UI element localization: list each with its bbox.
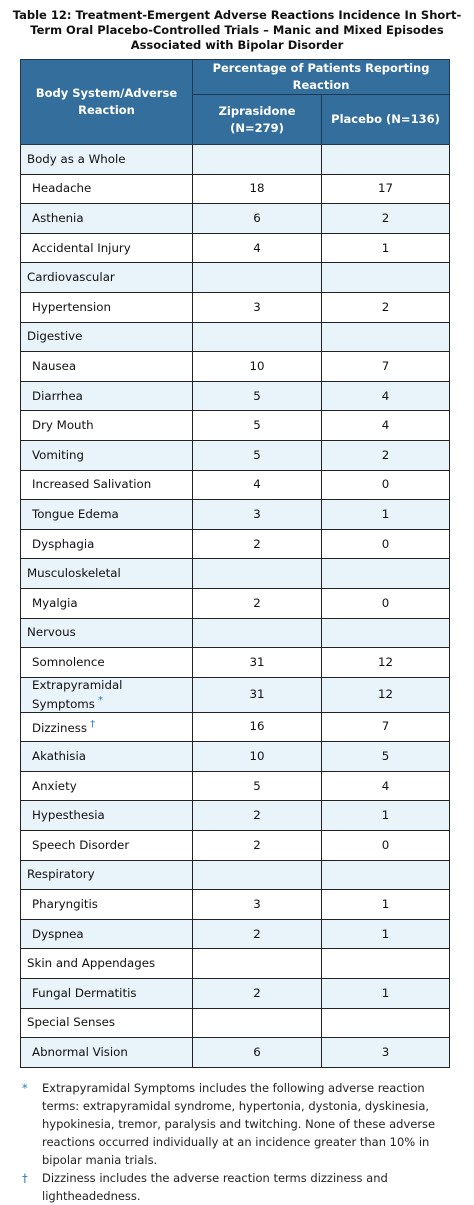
table-row (21, 470, 450, 500)
category-label: Musculoskeletal (21, 559, 193, 589)
ziprasidone-value: 10 (193, 352, 322, 382)
empty-cell (322, 949, 450, 979)
empty-cell (193, 949, 322, 979)
footnote-link[interactable]: * (97, 694, 103, 706)
reaction-label: Pharyngitis (32, 896, 98, 911)
reaction-cell (21, 352, 193, 382)
ziprasidone-value: 2 (193, 529, 322, 559)
table-row (21, 292, 450, 322)
category-row (21, 949, 450, 979)
reaction-label: Asthenia (32, 210, 84, 225)
category-row (21, 263, 450, 293)
ziprasidone-value: 2 (193, 830, 322, 860)
ziprasidone-value: 31 (193, 677, 322, 712)
table-row (21, 771, 450, 801)
ziprasidone-value: 4 (193, 470, 322, 500)
ziprasidone-value: 2 (193, 919, 322, 949)
reaction-label: Speech Disorder (32, 837, 130, 852)
category-row (21, 860, 450, 890)
table-body (21, 145, 450, 1068)
ziprasidone-value: 4 (193, 233, 322, 263)
empty-cell (322, 263, 450, 293)
reaction-label: Akathisia (32, 749, 86, 763)
empty-cell (322, 1008, 450, 1038)
ziprasidone-value: 5 (193, 771, 322, 801)
reaction-cell (21, 174, 193, 204)
table-row (21, 529, 450, 559)
reaction-cell (21, 500, 193, 530)
table-row (21, 1038, 450, 1068)
reaction-label: Extrapyramidal Symptoms (32, 677, 123, 711)
reaction-cell (21, 381, 193, 411)
category-row (21, 1008, 450, 1038)
table-row (21, 712, 450, 742)
reaction-label: Diarrhea (32, 388, 83, 403)
reaction-label: Increased Salivation (32, 477, 152, 492)
ziprasidone-value: 5 (193, 440, 322, 470)
table-row (21, 830, 450, 860)
table-row (21, 381, 450, 411)
table-row (21, 677, 450, 712)
placebo-value: 0 (322, 529, 450, 559)
reaction-cell (21, 830, 193, 860)
reaction-cell (21, 801, 193, 831)
placebo-value: 1 (322, 801, 450, 831)
table-row (21, 352, 450, 382)
category-row (21, 145, 450, 175)
reaction-cell (21, 204, 193, 234)
ziprasidone-value: 2 (193, 978, 322, 1008)
ziprasidone-value: 3 (193, 890, 322, 920)
ziprasidone-value: 6 (193, 1038, 322, 1068)
placebo-value: 7 (322, 352, 450, 382)
reaction-label: Myalgia (32, 595, 78, 610)
empty-cell (322, 322, 450, 352)
placebo-value: 2 (322, 292, 450, 322)
reaction-cell (21, 440, 193, 470)
table-row (21, 648, 450, 678)
reaction-label: Nausea (32, 358, 77, 373)
footnote-link[interactable]: † (90, 719, 96, 731)
ziprasidone-value: 3 (193, 500, 322, 530)
reaction-cell (21, 470, 193, 500)
reaction-label: Vomiting (32, 447, 85, 462)
empty-cell (193, 559, 322, 589)
placebo-value: 1 (322, 500, 450, 530)
reaction-label: Hypertension (32, 299, 111, 314)
header-body-system: Body System/Adverse Reaction (21, 60, 193, 145)
footnote (22, 1169, 456, 1205)
placebo-value: 17 (322, 174, 450, 204)
reaction-cell (21, 1038, 193, 1068)
placebo-value: 1 (322, 233, 450, 263)
footnote-text: Extrapyramidal Symptoms includes the following adverse reaction terms: extrapyramidal syndrome, hypertonia, dystonia, dyskinesia, hypokinesia, tremor, paralysis and twitching. None of these adverse reactions occurred individually at an incidence greater than 10% in bipolar mania trials. (42, 1080, 436, 1167)
ziprasidone-value: 2 (193, 588, 322, 618)
table-row (21, 890, 450, 920)
ziprasidone-value: 3 (193, 292, 322, 322)
table-row (21, 919, 450, 949)
adverse-reactions-table (20, 59, 450, 1068)
empty-cell (322, 559, 450, 589)
reaction-label: Hypesthesia (32, 808, 105, 823)
empty-cell (193, 263, 322, 293)
ziprasidone-value: 5 (193, 381, 322, 411)
placebo-value: 2 (322, 440, 450, 470)
footnote-text: Dizziness includes the adverse reaction terms dizziness and lightheadedness. (42, 1170, 388, 1203)
empty-cell (193, 322, 322, 352)
reaction-cell (21, 588, 193, 618)
placebo-value: 4 (322, 381, 450, 411)
reaction-label: Tongue Edema (32, 506, 119, 521)
placebo-value: 1 (322, 978, 450, 1008)
category-label: Nervous (21, 618, 193, 648)
category-label: Respiratory (21, 860, 193, 890)
ziprasidone-value: 6 (193, 204, 322, 234)
placebo-value: 1 (322, 890, 450, 920)
category-label: Cardiovascular (21, 263, 193, 293)
placebo-value: 0 (322, 470, 450, 500)
category-row (21, 559, 450, 589)
footnote-symbol: * (22, 1080, 28, 1095)
table-row (21, 233, 450, 263)
reaction-cell (21, 292, 193, 322)
reaction-cell (21, 978, 193, 1008)
reaction-cell (21, 890, 193, 920)
ziprasidone-value: 5 (193, 411, 322, 441)
ziprasidone-value: 16 (193, 712, 322, 742)
empty-cell (193, 618, 322, 648)
category-label: Skin and Appendages (21, 949, 193, 979)
reaction-label: Dysphagia (32, 536, 95, 551)
placebo-value: 0 (322, 588, 450, 618)
ziprasidone-value: 18 (193, 174, 322, 204)
footnote-symbol: † (22, 1170, 28, 1185)
reaction-cell (21, 919, 193, 949)
table-row (21, 204, 450, 234)
table-row (21, 440, 450, 470)
reaction-label: Dizziness (32, 721, 88, 736)
reaction-label: Abnormal Vision (32, 1044, 128, 1059)
reaction-cell (21, 712, 193, 742)
category-row (21, 618, 450, 648)
reaction-cell (21, 411, 193, 441)
ziprasidone-value: 2 (193, 801, 322, 831)
reaction-cell (21, 529, 193, 559)
empty-cell (322, 145, 450, 175)
placebo-value: 0 (322, 830, 450, 860)
placebo-value: 2 (322, 204, 450, 234)
category-row (21, 322, 450, 352)
table-caption: Table 12: Treatment-Emergent Adverse Reactions Incidence In Short-Term Oral Placebo-Controlled Trials – Manic and Mixed Episodes Associated with Bipolar Disorder (12, 8, 462, 52)
reaction-label: Anxiety (32, 778, 77, 793)
table-row (21, 742, 450, 772)
reaction-cell (21, 677, 193, 712)
reaction-label: Accidental Injury (32, 240, 131, 255)
ziprasidone-value: 10 (193, 742, 322, 772)
table-row (21, 500, 450, 530)
reaction-label: Fungal Dermatitis (32, 985, 137, 1000)
header-ziprasidone: Ziprasidone (N=279) (193, 95, 322, 145)
table-row (21, 588, 450, 618)
placebo-value: 5 (322, 742, 450, 772)
table-row (21, 978, 450, 1008)
category-label: Digestive (21, 322, 193, 352)
reaction-label: Dry Mouth (32, 418, 94, 433)
placebo-value: 4 (322, 411, 450, 441)
empty-cell (193, 1008, 322, 1038)
empty-cell (193, 860, 322, 890)
placebo-value: 12 (322, 677, 450, 712)
placebo-value: 4 (322, 771, 450, 801)
table-row (21, 411, 450, 441)
footnotes (22, 1079, 456, 1205)
header-row-group (21, 60, 450, 95)
category-label: Body as a Whole (21, 145, 193, 175)
reaction-cell (21, 771, 193, 801)
header-percentage-group: Percentage of Patients Reporting Reaction (193, 60, 450, 95)
reaction-label: Somnolence (32, 654, 105, 669)
placebo-value: 3 (322, 1038, 450, 1068)
table-row (21, 801, 450, 831)
category-label: Special Senses (21, 1008, 193, 1038)
reaction-label: Dyspnea (32, 926, 84, 941)
table-row (21, 174, 450, 204)
reaction-cell (21, 742, 193, 772)
reaction-cell (21, 233, 193, 263)
placebo-value: 1 (322, 919, 450, 949)
empty-cell (322, 860, 450, 890)
footnote (22, 1079, 456, 1169)
empty-cell (322, 618, 450, 648)
reaction-label: Headache (32, 181, 92, 196)
reaction-cell (21, 648, 193, 678)
ziprasidone-value: 31 (193, 648, 322, 678)
placebo-value: 12 (322, 648, 450, 678)
empty-cell (193, 145, 322, 175)
header-placebo: Placebo (N=136) (322, 95, 450, 145)
placebo-value: 7 (322, 712, 450, 742)
